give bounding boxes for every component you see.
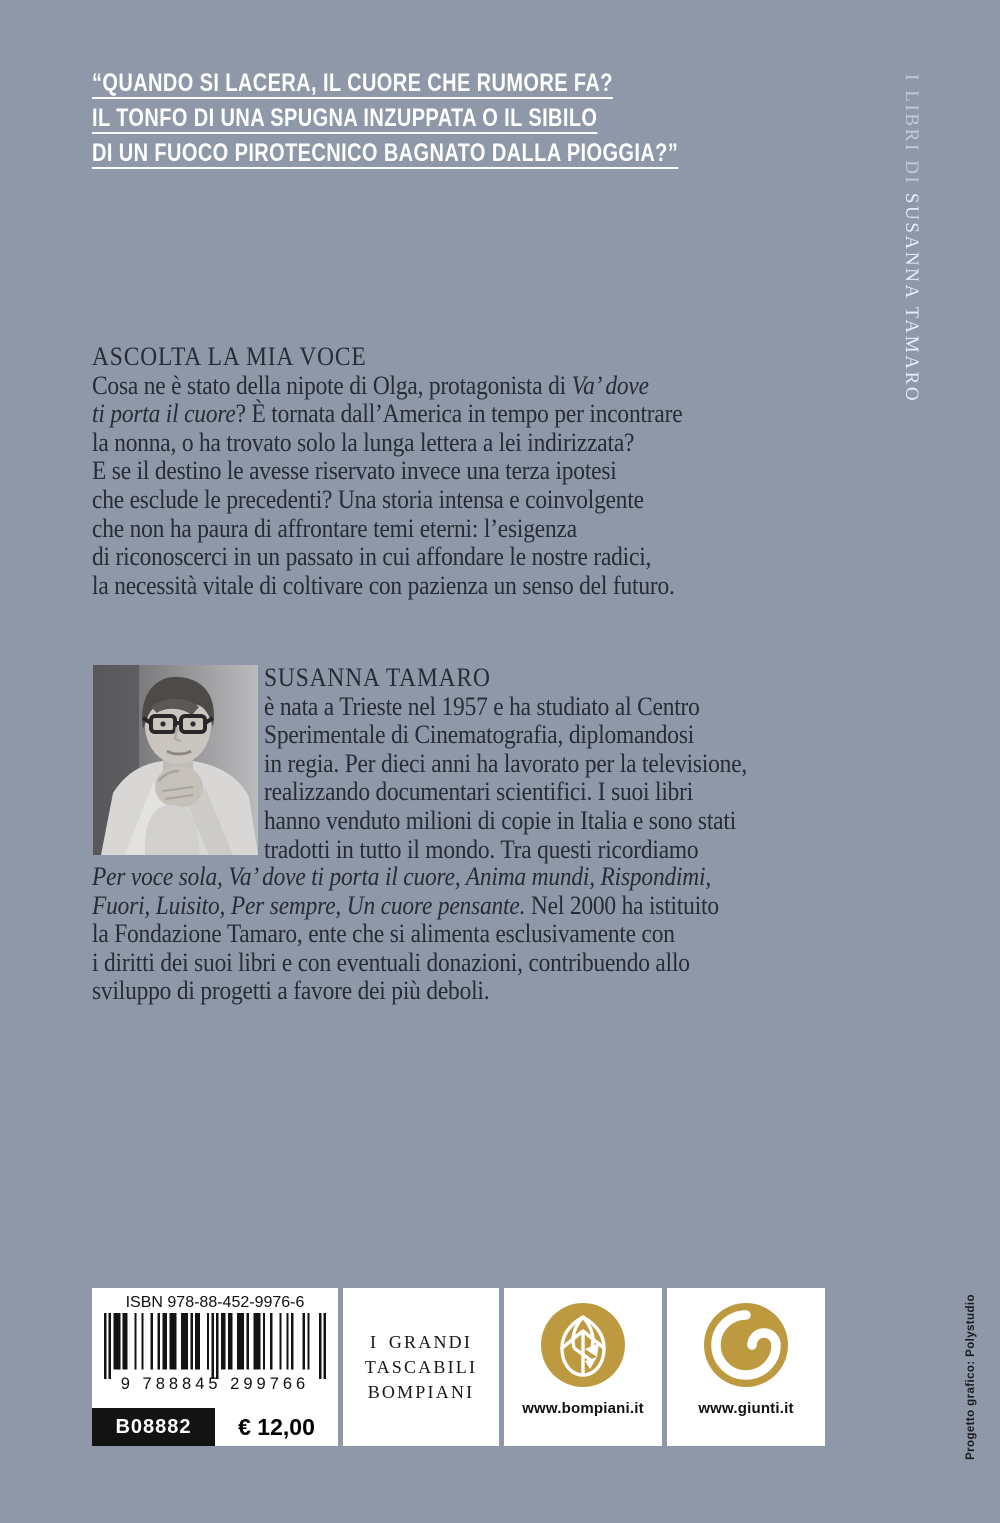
imprint-line: I GRANDI xyxy=(369,1331,473,1352)
text-line: la nonna, o ha trovato solo la lunga lettera a lei indirizzata? xyxy=(92,427,635,457)
text-line: ti porta il cuore? È tornata dall’America in tempo per incontrare xyxy=(92,399,683,429)
text-line: la Fondazione Tamaro, ente che si alimenta esclusivamente con xyxy=(92,919,675,949)
author-bio-full-width xyxy=(92,863,719,1006)
barcode-digits: 9 788845 299766 xyxy=(120,1375,310,1393)
spine-series-prefix: I LIBRI DI xyxy=(901,74,922,193)
author-name: SUSANNA TAMARO xyxy=(264,663,491,692)
ean-barcode xyxy=(104,1313,326,1379)
barcode-panel xyxy=(92,1288,338,1446)
text-line: Fuori, Luisito, Per sempre, Un cuore pensante. Nel 2000 ha istituito xyxy=(92,890,719,920)
text-line: realizzando documentari scientifici. I suoi libri xyxy=(264,777,694,807)
edition-code: B08882 xyxy=(92,1408,215,1446)
text-line: IL TONFO DI UNA SPUGNA INZUPPATA O IL SIBILO xyxy=(92,104,598,132)
spine-author-name: SUSANNA TAMARO xyxy=(901,192,922,404)
text-line: Sperimentale di Cinematografia, diplomandosi xyxy=(264,720,695,750)
text-line: E se il destino le avesse riservato invece una terza ipotesi xyxy=(92,456,617,486)
pull-quote xyxy=(92,66,678,171)
giunti-logo xyxy=(704,1303,788,1387)
author-photo xyxy=(93,665,258,855)
text-line: “QUANDO SI LACERA, IL CUORE CHE RUMORE FA? xyxy=(92,69,613,97)
bompiani-panel xyxy=(504,1288,662,1446)
text-line: Cosa ne è stato della nipote di Olga, protagonista di Va’ dove xyxy=(92,370,649,400)
price: € 12,00 xyxy=(238,1413,315,1440)
text-line: la necessità vitale di coltivare con pazienza un senso del futuro. xyxy=(92,570,675,600)
text-line: i diritti dei suoi libri e con eventuali donazioni, contribuendo allo xyxy=(92,947,690,977)
text-line: che non ha paura di affrontare temi eterni: l’esigenza xyxy=(92,513,577,543)
text-line: tradotti in tutto il mondo. Tra questi ricordiamo xyxy=(264,834,699,864)
imprint-panel xyxy=(343,1288,499,1446)
text-line: in regia. Per dieci anni ha lavorato per la televisione, xyxy=(264,748,748,778)
text-line: sviluppo di progetti a favore dei più deboli. xyxy=(92,976,490,1006)
giunti-url: www.giunti.it xyxy=(698,1400,794,1417)
text-line: hanno venduto milioni di copie in Italia e sono stati xyxy=(264,805,737,835)
imprint-line: TASCABILI xyxy=(364,1356,478,1377)
author-bio-beside-photo xyxy=(264,664,747,864)
bompiani-url: www.bompiani.it xyxy=(522,1400,644,1417)
bio-text-beside-photo xyxy=(264,693,747,865)
book-title: ASCOLTA LA MIA VOCE xyxy=(92,342,367,371)
text-line: che esclude le precedenti? Una storia intensa e coinvolgente xyxy=(92,484,644,514)
author-portrait-illustration xyxy=(93,665,258,855)
synopsis-text xyxy=(92,372,682,601)
text-line: è nata a Trieste nel 1957 e ha studiato al Centro xyxy=(264,691,700,721)
isbn-label: ISBN 978-88-452-9976-6 xyxy=(125,1294,305,1311)
imprint-line: BOMPIANI xyxy=(367,1381,475,1402)
design-credit: Progetto grafico: Polystudio xyxy=(965,1294,977,1460)
bompiani-logo xyxy=(541,1303,625,1387)
text-line: di riconoscerci in un passato in cui affondare le nostre radici, xyxy=(92,542,652,572)
spine-series-title xyxy=(900,74,922,403)
footer-strip xyxy=(92,1288,824,1446)
text-line: DI UN FUOCO PIROTECNICO BAGNATO DALLA PIOGGIA?” xyxy=(92,139,679,167)
text-line: Per voce sola, Va’ dove ti porta il cuore, Anima mundi, Rispondimi, xyxy=(92,862,712,891)
giunti-panel xyxy=(667,1288,825,1446)
synopsis xyxy=(92,343,682,600)
